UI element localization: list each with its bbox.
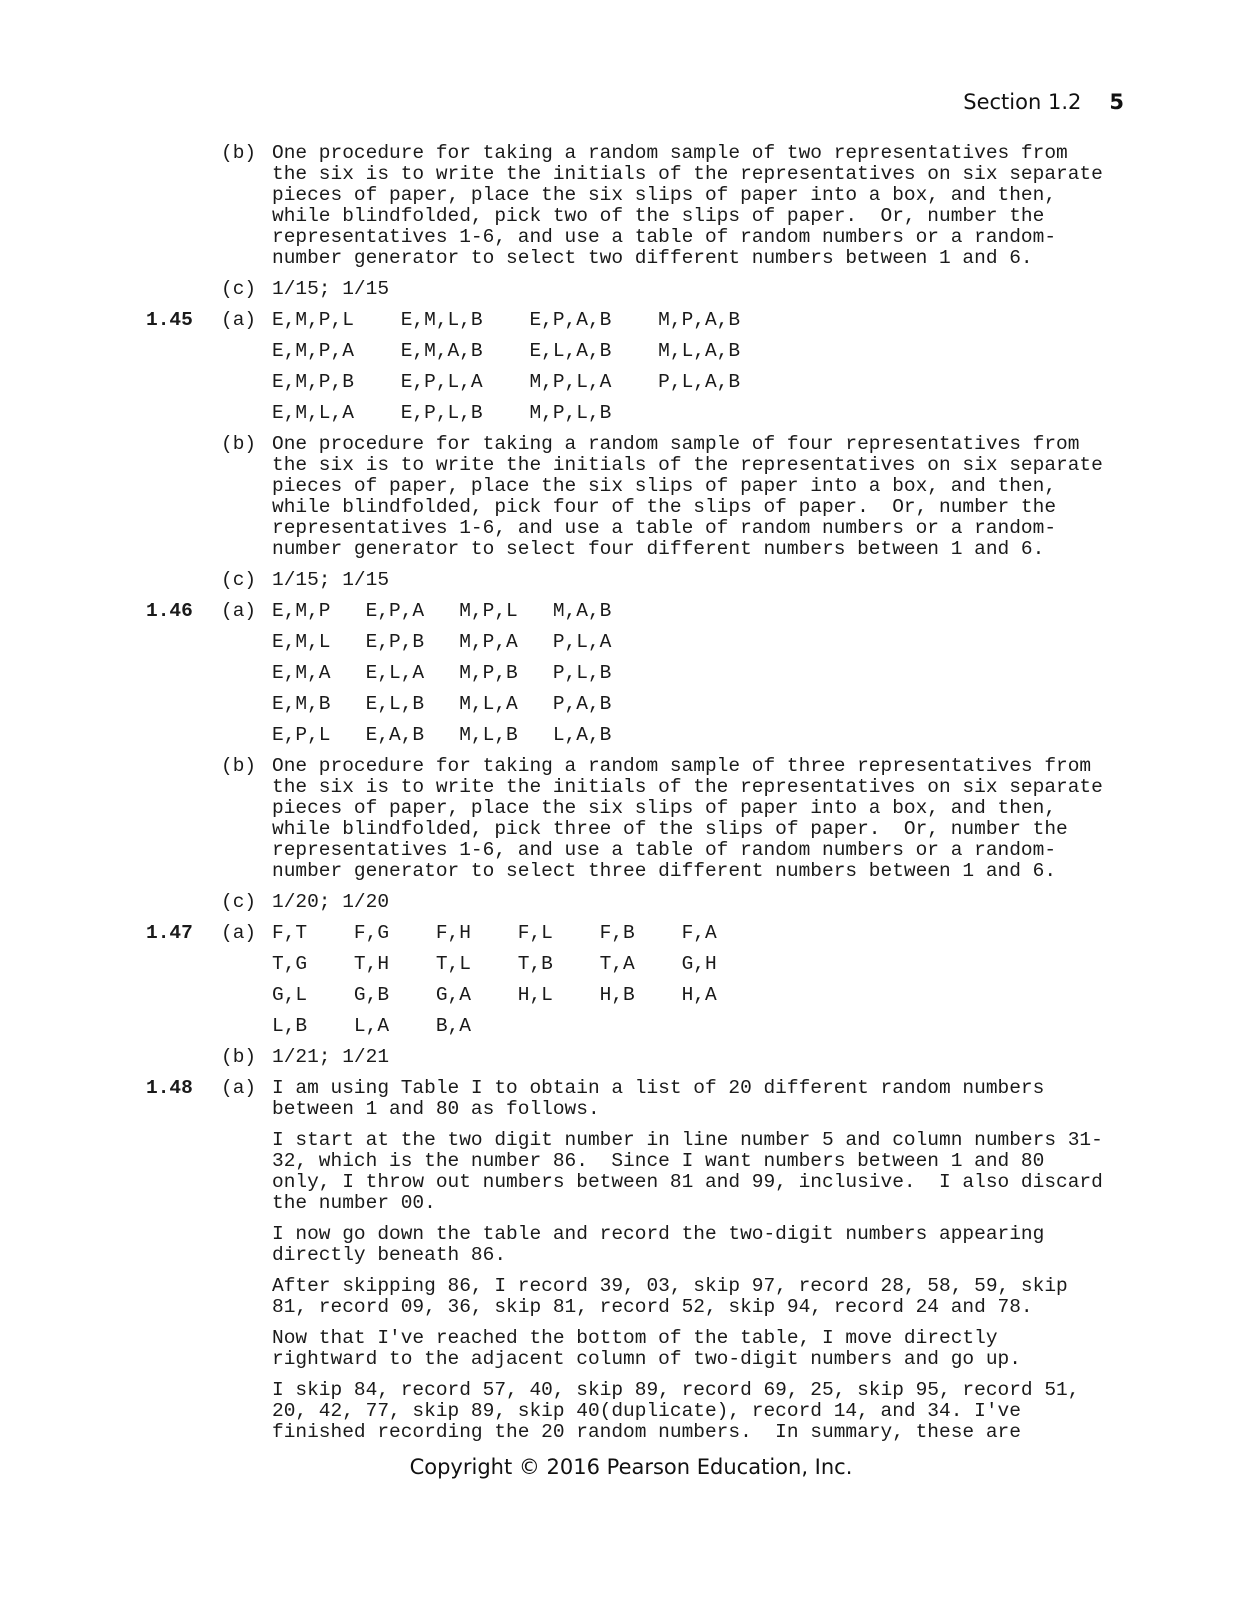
text-line bbox=[0, 227, 1236, 248]
text-line bbox=[0, 819, 1236, 840]
text-line bbox=[0, 1380, 1236, 1401]
line-text: I start at the two digit number in line number 5 and column numbers 31- bbox=[272, 1129, 1103, 1151]
copyright-footer: Copyright © 2016 Pearson Education, Inc. bbox=[409, 1455, 853, 1479]
line-text: pieces of paper, place the six slips of paper into a box, and then, bbox=[272, 797, 1057, 819]
line-text: E,P,L E,A,B M,L,B L,A,B bbox=[272, 724, 612, 746]
text-line bbox=[0, 434, 1236, 455]
line-text: I skip 84, record 57, 40, skip 89, record 69, 25, skip 95, record 51, bbox=[272, 1379, 1080, 1401]
line-text: I now go down the table and record the two-digit numbers appearing bbox=[272, 1223, 1045, 1245]
text-line bbox=[0, 518, 1236, 539]
text-line bbox=[0, 570, 1236, 591]
text-line bbox=[0, 663, 1236, 684]
text-line bbox=[0, 1224, 1236, 1245]
line-text: One procedure for taking a random sample of three representatives from bbox=[272, 755, 1092, 777]
line-text: E,M,A E,L,A M,P,B P,L,B bbox=[272, 662, 612, 684]
line-text: 1/20; 1/20 bbox=[272, 891, 390, 913]
text-line bbox=[0, 1193, 1236, 1214]
part-label: (c) bbox=[221, 278, 257, 300]
text-line bbox=[0, 632, 1236, 653]
text-line bbox=[0, 185, 1236, 206]
text-line bbox=[0, 143, 1236, 164]
part-label: (c) bbox=[221, 891, 257, 913]
text-line bbox=[0, 279, 1236, 300]
text-line bbox=[0, 861, 1236, 882]
line-text: representatives 1-6, and use a table of random numbers or a random- bbox=[272, 517, 1057, 539]
line-text: E,M,P,L E,M,L,B E,P,A,B M,P,A,B bbox=[272, 309, 741, 331]
line-text: the six is to write the initials of the representatives on six separate bbox=[272, 454, 1103, 476]
line-text: One procedure for taking a random sample of two representatives from bbox=[272, 142, 1068, 164]
line-text: while blindfolded, pick two of the slips of paper. Or, number the bbox=[272, 205, 1045, 227]
text-line bbox=[0, 476, 1236, 497]
text-line bbox=[0, 892, 1236, 913]
line-text: only, I throw out numbers between 81 and 99, inclusive. I also discard bbox=[272, 1171, 1103, 1193]
line-text: 1/15; 1/15 bbox=[272, 569, 390, 591]
exercise-number: 1.45 bbox=[146, 309, 193, 331]
line-text: while blindfolded, pick four of the slips of paper. Or, number the bbox=[272, 496, 1057, 518]
text-line bbox=[0, 455, 1236, 476]
text-line bbox=[0, 310, 1236, 331]
text-line bbox=[0, 1130, 1236, 1151]
text-line bbox=[0, 1401, 1236, 1422]
text-line bbox=[0, 1172, 1236, 1193]
line-text: I am using Table I to obtain a list of 20 different random numbers bbox=[272, 1077, 1045, 1099]
line-text: 1/15; 1/15 bbox=[272, 278, 390, 300]
text-line bbox=[0, 372, 1236, 393]
line-text: the six is to write the initials of the representatives on six separate bbox=[272, 776, 1103, 798]
text-line bbox=[0, 725, 1236, 746]
part-label: (b) bbox=[221, 1046, 257, 1068]
line-text: between 1 and 80 as follows. bbox=[272, 1098, 600, 1120]
text-line bbox=[0, 798, 1236, 819]
text-line bbox=[0, 777, 1236, 798]
line-text: One procedure for taking a random sample of four representatives from bbox=[272, 433, 1080, 455]
line-text: number generator to select three different numbers between 1 and 6. bbox=[272, 860, 1057, 882]
part-label: (a) bbox=[221, 600, 257, 622]
text-line bbox=[0, 954, 1236, 975]
section-title: Section 1.2 bbox=[963, 90, 1082, 114]
page-number: 5 bbox=[1109, 90, 1124, 114]
text-line bbox=[0, 601, 1236, 622]
text-line bbox=[0, 923, 1236, 944]
text-line bbox=[0, 403, 1236, 424]
text-line bbox=[0, 1422, 1236, 1443]
text-line bbox=[0, 1016, 1236, 1037]
line-text: representatives 1-6, and use a table of random numbers or a random- bbox=[272, 226, 1057, 248]
text-line bbox=[0, 497, 1236, 518]
text-line bbox=[0, 1047, 1236, 1068]
line-text: finished recording the 20 random numbers. In summary, these are bbox=[272, 1421, 1021, 1443]
line-text: T,G T,H T,L T,B T,A G,H bbox=[272, 953, 717, 975]
line-text: 81, record 09, 36, skip 81, record 52, skip 94, record 24 and 78. bbox=[272, 1296, 1033, 1318]
text-line bbox=[0, 206, 1236, 227]
text-line bbox=[0, 1297, 1236, 1318]
line-text: E,M,B E,L,B M,L,A P,A,B bbox=[272, 693, 612, 715]
text-line bbox=[0, 1151, 1236, 1172]
line-text: the number 00. bbox=[272, 1192, 436, 1214]
line-text: 20, 42, 77, skip 89, skip 40(duplicate), record 14, and 34. I've bbox=[272, 1400, 1021, 1422]
part-label: (a) bbox=[221, 309, 257, 331]
line-text: pieces of paper, place the six slips of paper into a box, and then, bbox=[272, 475, 1057, 497]
text-line bbox=[0, 756, 1236, 777]
line-text: G,L G,B G,A H,L H,B H,A bbox=[272, 984, 717, 1006]
part-label: (a) bbox=[221, 922, 257, 944]
line-text: pieces of paper, place the six slips of paper into a box, and then, bbox=[272, 184, 1057, 206]
line-text: 1/21; 1/21 bbox=[272, 1046, 390, 1068]
line-text: E,M,L E,P,B M,P,A P,L,A bbox=[272, 631, 612, 653]
line-text: F,T F,G F,H F,L F,B F,A bbox=[272, 922, 717, 944]
text-line bbox=[0, 1349, 1236, 1370]
line-text: the six is to write the initials of the representatives on six separate bbox=[272, 163, 1103, 185]
part-label: (a) bbox=[221, 1077, 257, 1099]
exercise-number: 1.47 bbox=[146, 922, 193, 944]
line-text: number generator to select two different numbers between 1 and 6. bbox=[272, 247, 1033, 269]
page-header bbox=[963, 90, 1124, 114]
line-text: E,M,P,B E,P,L,A M,P,L,A P,L,A,B bbox=[272, 371, 741, 393]
text-line bbox=[0, 164, 1236, 185]
line-text: E,M,P,A E,M,A,B E,L,A,B M,L,A,B bbox=[272, 340, 741, 362]
exercise-number: 1.48 bbox=[146, 1077, 193, 1099]
text-line bbox=[0, 1328, 1236, 1349]
text-line bbox=[0, 840, 1236, 861]
text-line bbox=[0, 1276, 1236, 1297]
line-text: rightward to the adjacent column of two-digit numbers and go up. bbox=[272, 1348, 1021, 1370]
text-line bbox=[0, 1078, 1236, 1099]
exercise-number: 1.46 bbox=[146, 600, 193, 622]
solutions-content bbox=[0, 143, 1236, 1443]
line-text: while blindfolded, pick three of the slips of paper. Or, number the bbox=[272, 818, 1068, 840]
text-line bbox=[0, 694, 1236, 715]
text-line bbox=[0, 1099, 1236, 1120]
text-line bbox=[0, 248, 1236, 269]
line-text: E,M,P E,P,A M,P,L M,A,B bbox=[272, 600, 612, 622]
text-line bbox=[0, 341, 1236, 362]
line-text: directly beneath 86. bbox=[272, 1244, 507, 1266]
text-line bbox=[0, 985, 1236, 1006]
line-text: representatives 1-6, and use a table of random numbers or a random- bbox=[272, 839, 1057, 861]
line-text: E,M,L,A E,P,L,B M,P,L,B bbox=[272, 402, 612, 424]
line-text: number generator to select four different numbers between 1 and 6. bbox=[272, 538, 1045, 560]
line-text: 32, which is the number 86. Since I want numbers between 1 and 80 bbox=[272, 1150, 1045, 1172]
line-text: L,B L,A B,A bbox=[272, 1015, 471, 1037]
part-label: (b) bbox=[221, 433, 257, 455]
text-line bbox=[0, 539, 1236, 560]
part-label: (b) bbox=[221, 142, 257, 164]
part-label: (b) bbox=[221, 755, 257, 777]
line-text: Now that I've reached the bottom of the table, I move directly bbox=[272, 1327, 998, 1349]
line-text: After skipping 86, I record 39, 03, skip 97, record 28, 58, 59, skip bbox=[272, 1275, 1068, 1297]
part-label: (c) bbox=[221, 569, 257, 591]
text-line bbox=[0, 1245, 1236, 1266]
